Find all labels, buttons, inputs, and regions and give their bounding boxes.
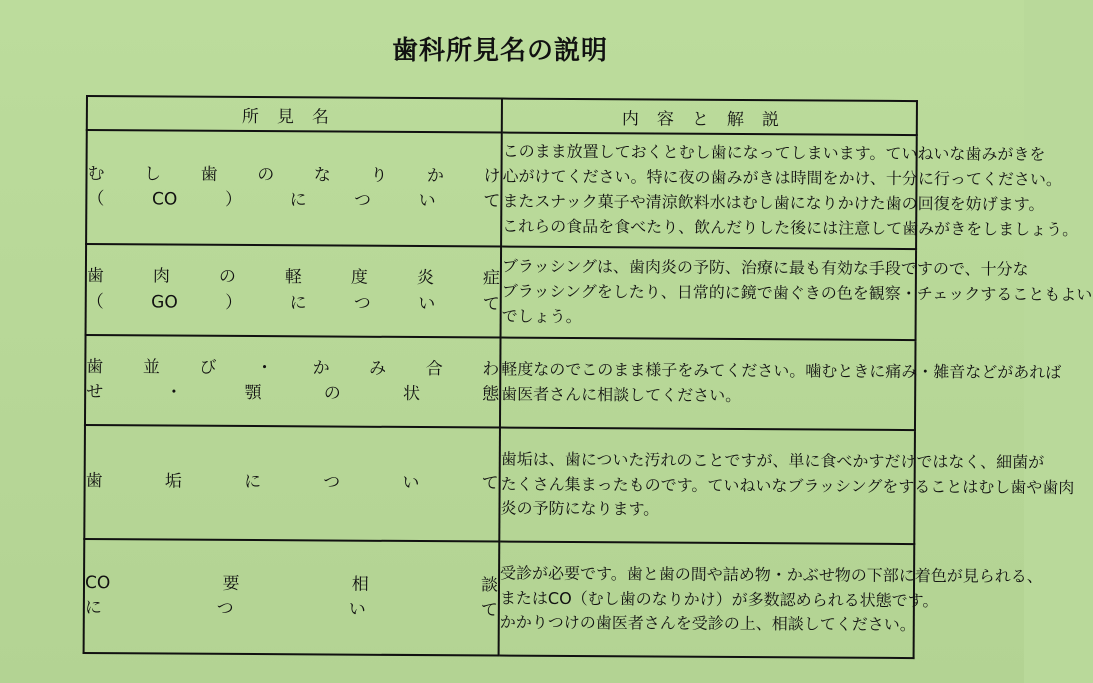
finding-name-line: について (84, 598, 498, 621)
finding-name-line: （GO）について (86, 291, 500, 315)
finding-name-line: むし歯のなりかけ (87, 163, 501, 187)
finding-name-line: CO要相談 (84, 572, 499, 596)
description-line: このまま放置しておくとむし歯になってしまいます。ていねいな歯みがきを (502, 141, 1046, 165)
table-row (86, 244, 917, 340)
table-row (84, 539, 915, 658)
finding-description-cell (500, 338, 1062, 431)
description-line: 心がけてください。特に夜の歯みがきは時間をかけ、十分に行ってください。 (502, 166, 1062, 190)
description-line: またスナック菓子や清涼飲料水はむし歯になりかけた歯の回復を妨げます。 (502, 191, 1045, 214)
table-row (84, 425, 915, 544)
finding-name-line: （CO）について (87, 189, 501, 212)
finding-name-line: 歯肉の軽度炎症 (86, 266, 500, 289)
description-line: でしょう。 (501, 306, 582, 326)
finding-name-line: 歯垢について (85, 471, 499, 494)
finding-name-cell (85, 335, 501, 428)
description-line: またはCO（むし歯のなりかけ）が多数認められる状態です。 (499, 588, 939, 610)
table-header-row (87, 96, 917, 135)
description-line: たくさん集まったものです。ていねいなブラッシングをすることはむし歯や歯肉 (500, 474, 1075, 497)
table-row (86, 130, 917, 249)
finding-description-cell (501, 247, 1093, 341)
description-line: 歯医者さんに相談してください。 (501, 384, 742, 406)
page-title: 歯科所見名の説明 (391, 36, 608, 66)
finding-description-cell (501, 133, 1079, 250)
finding-name-cell (84, 539, 500, 656)
description-line: ブラッシングをしたり、日常的に鏡で歯ぐきの色を観察・チェックすることもよい (501, 281, 1093, 305)
findings-table (83, 95, 1093, 659)
finding-name-line: 歯並び・かみ合わ (86, 356, 500, 380)
finding-name-line: せ・顎の状態 (86, 382, 500, 405)
table-row (85, 335, 916, 430)
finding-name-cell (86, 130, 502, 247)
description-line: ブラッシングは、歯肉炎の予防、治療に最も有効な手段ですので、十分な (501, 256, 1029, 280)
finding-name-cell (84, 425, 500, 542)
finding-description-cell (499, 428, 1075, 545)
description-line: 軽度なのでこのまま様子をみてください。噛むときに痛み・雑音などがあれば (501, 359, 1062, 383)
header-finding-name: 所見名 (87, 96, 502, 133)
description-line: 炎の予防になります。 (500, 498, 660, 519)
finding-name-cell (86, 244, 502, 338)
description-line: 受診が必要です。歯と歯の間や詰め物・かぶせ物の下部に着色が見られる、 (500, 563, 1043, 586)
finding-description-cell (499, 542, 1043, 659)
description-line: これらの食品を食べたり、飲んだりした後には注意して歯みがきをしましょう。 (502, 216, 1079, 239)
header-content: 内容と解説 (502, 99, 917, 136)
description-line: かかりつけの歯医者さんを受診の上、相談してください。 (499, 612, 916, 635)
description-line: 歯垢は、歯についた汚れのことですが、単に食べかすだけではなく、細菌が (500, 449, 1045, 472)
